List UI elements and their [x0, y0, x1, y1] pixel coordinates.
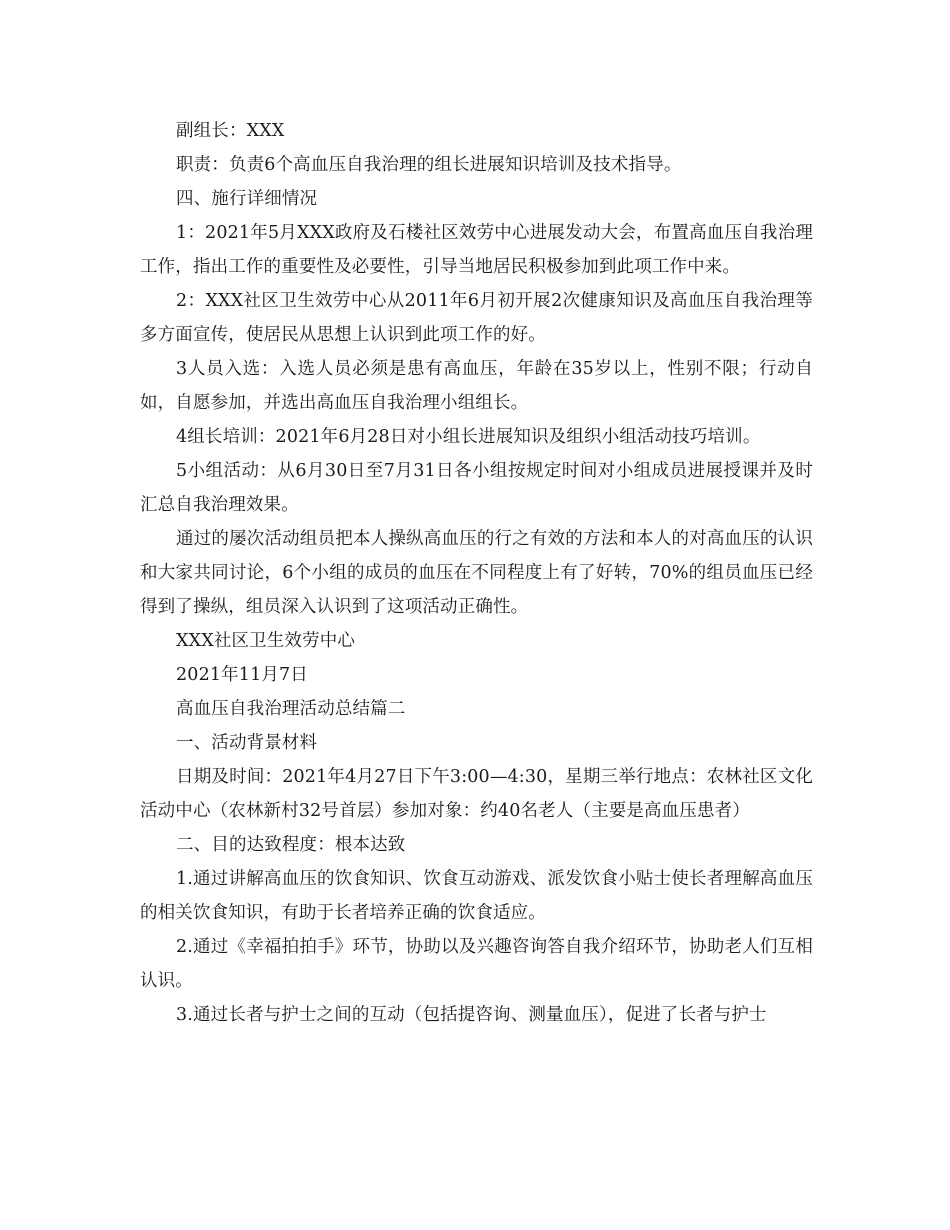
paragraph-objective-2: 2.通过《幸福拍拍手》环节，协助以及兴趣咨询答自我介绍环节，协助老人们互相认识。 [140, 937, 813, 991]
paragraph-item-4: 4组长培训：2021年6月28日对小组长进展知识及组织小组活动技巧培训。 [176, 427, 761, 447]
paragraph-item-2: 2：XXX社区卫生效劳中心从2011年6月初开展2次健康知识及高血压自我治理等多方面宣传，使居民从思想上认识到此项工作的好。 [140, 291, 813, 345]
document-body [140, 114, 813, 1032]
signature-organization: XXX社区卫生效劳中心 [176, 631, 356, 651]
paragraph-outcome: 通过的屡次活动组员把本人操纵高血压的行之有效的方法和本人的对高血压的认识和大家共同讨论，6个小组的成员的血压在不同程度上有了好转，70%的组员血压已经得到了操纵，组员深入认识到了这项活动正确性。 [140, 529, 813, 617]
article-title-part-two: 高血压自我治理活动总结篇二 [176, 699, 406, 719]
paragraph-event-details: 日期及时间：2021年4月27日下午3:00—4:30，星期三举行地点：农林社区文化活动中心（农林新村32号首层）参加对象：约40名老人（主要是高血压患者） [140, 767, 813, 821]
section-heading-background: 一、活动背景材料 [176, 733, 318, 753]
paragraph-deputy-leader: 副组长：XXX [176, 121, 285, 141]
paragraph-duties: 职责：负责6个高血压自我治理的组长进展知识培训及技术指导。 [176, 155, 682, 175]
paragraph-item-3: 3人员入选：入选人员必须是患有高血压，年龄在35岁以上，性别不限；行动自如，自愿参加，并选出高血压自我治理小组组长。 [140, 359, 813, 413]
paragraph-item-5: 5小组活动：从6月30日至7月31日各小组按规定时间对小组成员进展授课并及时汇总自我治理效果。 [140, 461, 813, 515]
paragraph-objective-3: 3.通过长者与护士之间的互动（包括提咨询、测量血压），促进了长者与护士 [176, 1005, 767, 1025]
paragraph-item-1: 1：2021年5月XXX政府及石楼社区效劳中心进展发动大会，布置高血压自我治理工作，指出工作的重要性及必要性，引导当地居民积极参加到此项工作中来。 [140, 223, 813, 277]
section-heading-implementation: 四、施行详细情况 [176, 189, 318, 209]
section-heading-objectives: 二、目的达致程度：根本达致 [176, 835, 406, 855]
paragraph-objective-1: 1.通过讲解高血压的饮食知识、饮食互动游戏、派发饮食小贴士使长者理解高血压的相关饮食知识，有助于长者培养正确的饮食适应。 [140, 869, 813, 923]
signature-date: 2021年11月7日 [176, 665, 308, 685]
